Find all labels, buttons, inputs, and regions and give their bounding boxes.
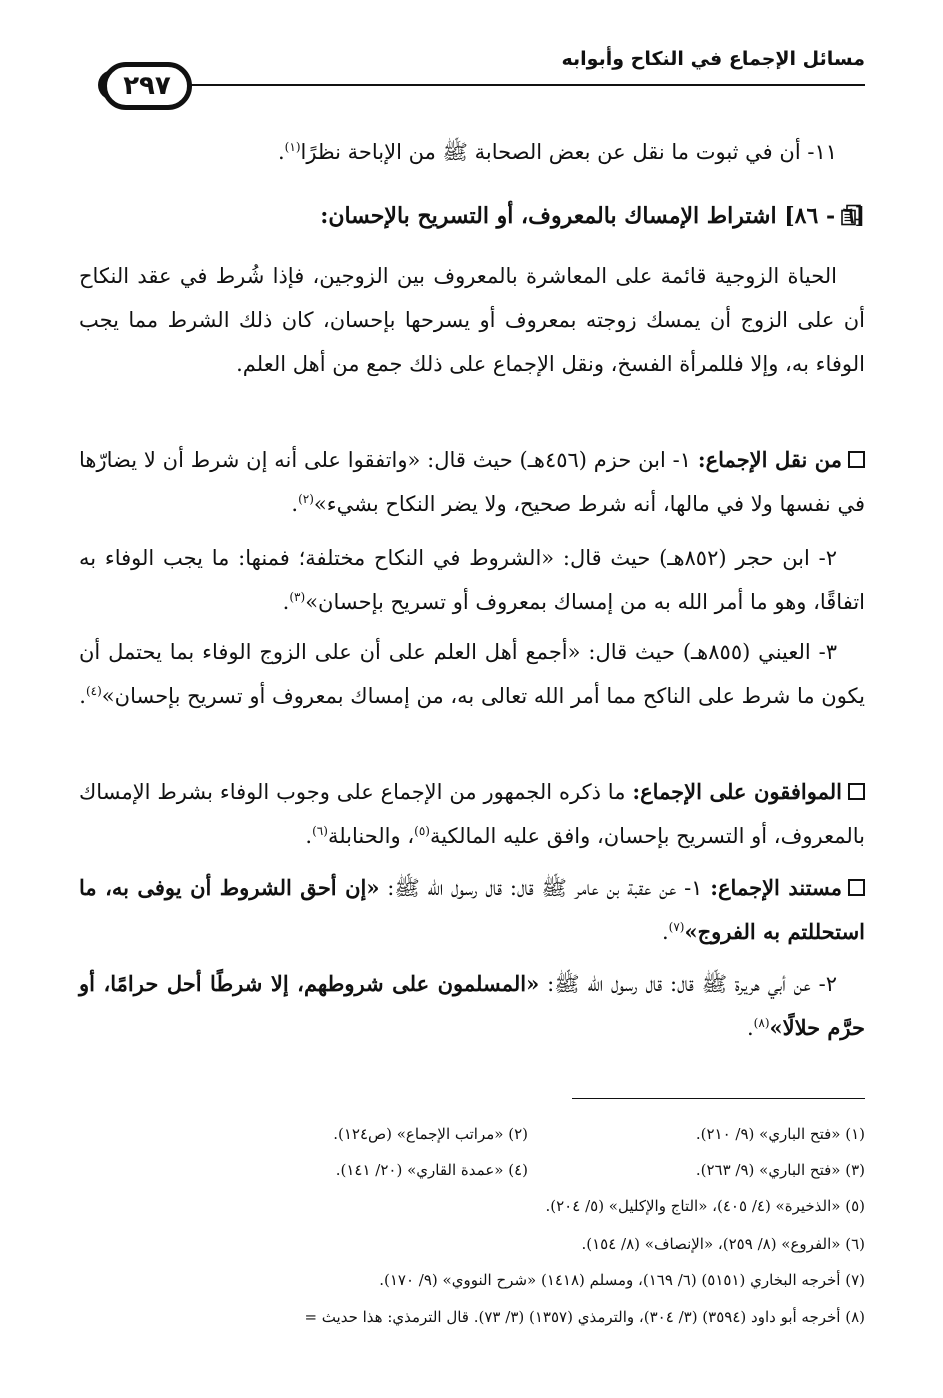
item-11: ١١- أن في ثبوت ما نقل عن بعض الصحابة ﷺ من الإباحة نظرًا$^{(١)}$. [277,140,837,164]
basis-label: مستند الإجماع: [710,875,842,900]
agreement-text-b: ، والحنابلة [327,824,415,848]
footnote-mark-2: (٢) [298,492,314,506]
footnote-3: (٣) «فتح الباري» (٩/ ٢٦٣). [695,1161,865,1179]
agreement-paragraph: الموافقون على الإجماع: ما ذكره الجمهور من الإجماع على وجوب الوفاء بشرط الإمساك بالمعروف، أو التسريح بإحسان، وافق عليه المالكية$^{(٥)}$، والحنابلة$^{(٦)}$. [79,779,865,848]
footnote-mark-1: (١) [284,140,301,154]
footnote-2: (٢) «مراتب الإجماع» (ص١٢٤). [333,1125,528,1143]
footnote-8: (٨) أخرجه أبو داود (٣٥٩٤) (٣/ ٣٠٤)، والترمذي (١٣٥٧) (٣/ ٧٣). قال الترمذي: هذا حديث = [304,1308,865,1326]
narrator-2-text: ٢- ابن حجر (٨٥٢هـ) حيث قال: «الشروط في النكاح مختلفة؛ فمنها: ما يجب الوفاء به اتفاقًا، وهو ما أمر الله به من إمساك بمعروف أو تسريح بإحسان» [79,546,865,614]
footnote-mark-3: (٣) [289,590,306,604]
footnote-1: (١) «فتح الباري» (٩/ ٢١٠). [695,1125,865,1143]
page-number: ٢٩٧ [123,71,171,101]
footnote-separator [572,1098,865,1099]
basis-paragraph: مستند الإجماع: ١- عن عقبة بن عامر ﷺ قال: قال رسول الله ﷺ: «إن أحق الشروط أن يوفى به، ما استحللتم به الفروج»$^{(٧)}$. [79,875,865,944]
square-bullet-icon [848,783,865,800]
square-bullet-icon [848,451,865,468]
narrator-3-paragraph: ٣- العيني (٨٥٥هـ) حيث قال: «أجمع أهل العلم على أن على الزوج الوفاء بما يحتمل أن يكون ما شرط على الناكح مما أمر الله تعالى به، من إمساك بمعروف أو تسريح بإحسان»$^{(٤)}$. [79,640,865,708]
footnote-mark-8: (٨) [753,1016,770,1030]
basis-2-paragraph: ٢- عن أبي هريرة ﷺ قال: قال رسول الله ﷺ: «المسلمون على شروطهم، إلا شرطًا أحل حرامًا، أو حرَّم حلالًا»$^{(٨)}$. [79,971,865,1040]
intro-paragraph [79,254,865,386]
narrator-2-paragraph: ٢- ابن حجر (٨٥٢هـ) حيث قال: «الشروط في النكاح مختلفة؛ فمنها: ما يجب الوفاء به اتفاقًا، وهو ما أمر الله به من إمساك بمعروف أو تسريح بإحسان»$^{(٣)}$. [79,546,865,614]
footnote-mark-6: (٦) [312,824,328,838]
basis-1-hadith: «إن أحق الشروط أن يوفى به، ما استحللتم به الفروج» [79,875,865,944]
footnote-mark-5: (٥) [414,824,430,838]
item-11-text: ١١- أن في ثبوت ما نقل عن بعض الصحابة ﷺ من الإباحة نظرًا [300,140,837,164]
footnote-mark-7: (٧) [668,920,685,934]
narrators-paragraph: من نقل الإجماع: ١- ابن حزم (٤٥٦هـ) حيث قال: «واتفقوا على أنه إن شرط أن لا يضارّها في نفسها ولا في مالها، أنه شرط صحيح، ولا يضر النكاح بشيء»$^{(٢)}$. [79,447,865,516]
basis-2-hadith: «المسلمون على شروطهم، إلا شرطًا أحل حرامًا، أو حرَّم حلالًا» [79,971,865,1040]
agreement-text-a: ما ذكره الجمهور من الإجماع على وجوب الوفاء بشرط الإمساك بالمعروف، أو التسريح بإحسان، وافق عليه المالكية [79,780,865,848]
running-title: مسائل الإجماع في النكاح وأبوابه [561,48,865,70]
square-bullet-icon [848,879,865,896]
footnote-5: (٥) «الذخيرة» (٤/ ٤٠٥)، «التاج والإكليل» (٥/ ٢٠٤). [545,1197,865,1215]
footnote-mark-4: (٤) [85,684,102,698]
intro-text: الحياة الزوجية قائمة على المعاشرة بالمعروف بين الزوجين، فإذا شُرط في عقد النكاح أن على الزوج أن يمسك زوجته بمعروف أو يسرحها بإحسان، كان ذلك الشرط مما يجب الوفاء به، وإلا فللمرأة الفسخ، ونقل الإجماع على ذلك جمع من أهل العلم. [79,264,865,376]
basis-2-intro: ٢- عن أبي هريرة ﷺ قال: قال رسول الله ﷺ: [547,972,837,996]
footnote-6: (٦) «الفروع» (٨/ ٢٥٩)، «الإنصاف» (٨/ ١٥٤). [581,1235,865,1253]
section-heading: [٦ - ٨٦] اشتراط الإمساك بالمعروف، أو التسريح بالإحسان: [320,203,865,229]
footnote-4: (٤) «عمدة القاري» (٢٠/ ١٤١). [335,1161,528,1179]
footnote-7: (٧) أخرجه البخاري (٥١٥١) (٦/ ١٦٩)، ومسلم (١٤١٨) «شرح النووي» (٩/ ١٧٠). [379,1271,865,1289]
basis-1-intro: ١- عن عقبة بن عامر ﷺ قال: قال رسول الله ﷺ: [387,876,703,900]
narrators-label: من نقل الإجماع: [697,447,842,472]
header-rule [185,84,865,86]
narrator-1-text: ١- ابن حزم (٤٥٦هـ) حيث قال: «واتفقوا على أنه إن شرط أن لا يضارّها في نفسها ولا في مالها، أنه شرط صحيح، ولا يضر النكاح بشيء» [79,448,865,516]
agreement-label: الموافقون على الإجماع: [632,779,842,804]
page-number-badge [102,62,192,110]
narrator-3-text: ٣- العيني (٨٥٥هـ) حيث قال: «أجمع أهل العلم على أن على الزوج الوفاء بما يحتمل أن يكون ما شرط على الناكح مما أمر الله تعالى به، من إمساك بمعروف أو تسريح بإحسان» [79,640,865,708]
